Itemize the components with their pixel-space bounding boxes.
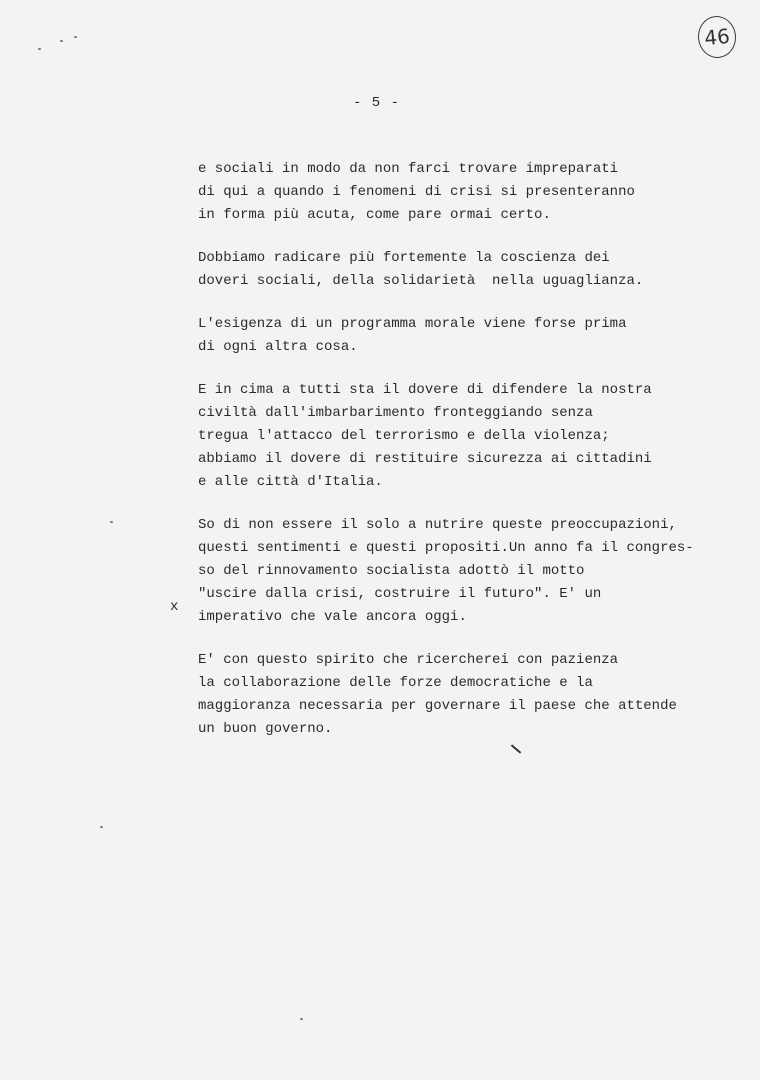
- text-line: e sociali in modo da non farci trovare impreparati: [198, 161, 619, 177]
- text-line: in forma più acuta, come pare ormai certo.: [198, 207, 551, 223]
- text-line: abbiamo il dovere di restituire sicurezza ai cittadini: [198, 451, 652, 467]
- archive-page-stamp: 46: [696, 14, 738, 60]
- text-line: so del rinnovamento socialista adottò il motto: [198, 563, 585, 579]
- paragraph: [198, 514, 738, 629]
- text-line: la collaborazione delle forze democratiche e la: [198, 675, 593, 691]
- text-line: doveri sociali, della solidarietà nella uguaglianza.: [198, 273, 644, 289]
- margin-x-mark: x: [170, 599, 179, 615]
- body-text: [198, 158, 738, 741]
- text-line: L'esigenza di un programma morale viene forse prima: [198, 316, 627, 332]
- scan-speck: [74, 36, 77, 38]
- scan-speck: [110, 521, 113, 523]
- handwritten-check-mark: [511, 744, 521, 753]
- text-line: "uscire dalla crisi, costruire il futuro". E' un: [198, 586, 602, 602]
- paragraph: [198, 158, 738, 227]
- scan-speck: [300, 1018, 303, 1020]
- text-line: maggioranza necessaria per governare il paese che attende: [198, 698, 677, 714]
- paragraph: [198, 379, 738, 494]
- paragraph: [198, 313, 738, 359]
- text-line: Dobbiamo radicare più fortemente la coscienza dei: [198, 250, 610, 266]
- paragraph: [198, 649, 738, 741]
- text-line: di ogni altra cosa.: [198, 339, 358, 355]
- scan-speck: [38, 48, 41, 50]
- text-line: tregua l'attacco del terrorismo e della violenza;: [198, 428, 610, 444]
- text-line: e alle città d'Italia.: [198, 474, 383, 490]
- text-line: E in cima a tutti sta il dovere di difendere la nostra: [198, 382, 652, 398]
- scan-speck: [100, 826, 103, 828]
- text-line: di qui a quando i fenomeni di crisi si presenteranno: [198, 184, 635, 200]
- text-line: un buon governo.: [198, 721, 333, 737]
- text-line: civiltà dall'imbarbarimento fronteggiando senza: [198, 405, 593, 421]
- text-line: imperativo che vale ancora oggi.: [198, 609, 467, 625]
- text-line: So di non essere il solo a nutrire queste preoccupazioni,: [198, 517, 677, 533]
- page-number: - 5 -: [353, 95, 401, 111]
- paragraph: [198, 247, 738, 293]
- scan-speck: [60, 40, 63, 42]
- text-line: E' con questo spirito che ricercherei con pazienza: [198, 652, 619, 668]
- text-line: questi sentimenti e questi propositi.Un anno fa il congres-: [198, 540, 694, 556]
